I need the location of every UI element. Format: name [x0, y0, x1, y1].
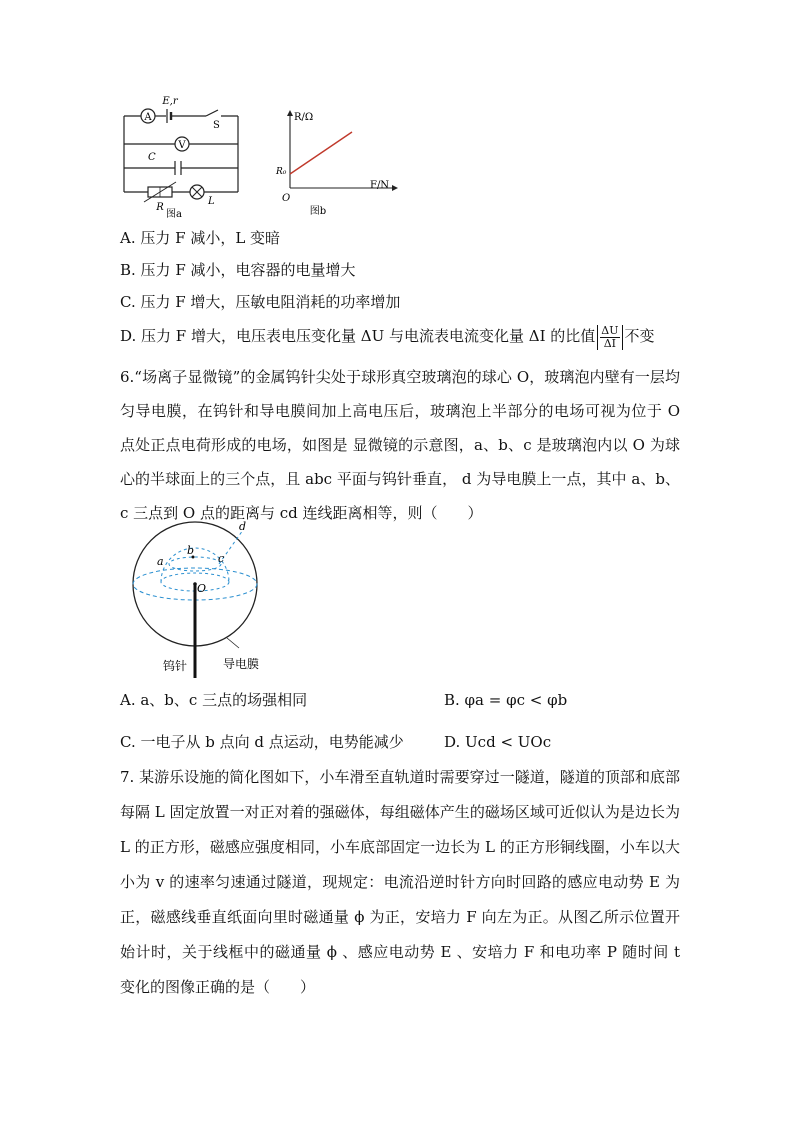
origin-label: O	[282, 193, 291, 204]
circuit-figure-a	[118, 92, 248, 222]
ammeter-label: A	[144, 112, 152, 123]
delta-ratio-fraction	[597, 325, 622, 350]
switch-label: S	[213, 120, 220, 131]
lamp-label: L	[208, 196, 215, 207]
fraction-denominator: ΔI	[603, 336, 617, 350]
fraction-numerator: ΔU	[601, 323, 619, 337]
q5-option-d	[120, 322, 655, 350]
r-f-line	[290, 132, 352, 174]
q5-option-d-end: 不变	[624, 327, 655, 345]
point-b-label: b	[187, 544, 195, 557]
point-c-label: c	[218, 552, 225, 565]
x-axis-label: F/N	[370, 180, 390, 191]
q6-option-b: B. φa = φc < φb	[444, 691, 568, 709]
voltmeter-label: V	[178, 140, 186, 151]
y-axis-label: R/Ω	[294, 112, 314, 123]
figure-a-caption: 图a	[166, 209, 182, 220]
figure-b-caption: 图b	[309, 206, 327, 217]
film-label: 导电膜	[223, 657, 260, 671]
resistor-label: R	[156, 202, 164, 213]
tungsten-label: 钨针	[163, 659, 188, 673]
capacitor-label: C	[148, 152, 156, 163]
sphere-figure	[115, 520, 275, 678]
q5-option-b: B. 压力 F 减小，电容器的电量增大	[120, 261, 356, 279]
point-d-label: d	[239, 520, 247, 533]
q6-option-c: C. 一电子从 b 点向 d 点运动，电势能减少	[120, 733, 404, 751]
q7-stem: 7. 某游乐设施的简化图如下，小车滑至直轨道时需要穿过一隧道，隧道的顶部和底部每隔 L 固定放置一对正对着的强磁体，每组磁体产生的磁场区域可近似认为是边长为 L 的正方形，磁感应强度相同，小车底部固定一边长为 L 的正方形铜线圈，小车以大小为 v 的速率匀速通过隧道，现规定：电流沿逆时针方向时回路的感应电动势 E 为正，磁感线垂直纸面向里时磁通量 ϕ 为正，安培力 F 向左为正。从图乙所示位置开始计时，关于线框中的磁通量 ϕ 、感应电动势 E 、安培力 F 和电功率 P 随时间 t 变化的图像正确的是（ ）	[120, 768, 680, 996]
graph-figure-b	[272, 104, 402, 222]
intercept-label: R₀	[276, 167, 287, 177]
q5-option-c: C. 压力 F 增大，压敏电阻消耗的功率增加	[120, 293, 401, 311]
q6-option-a: A. a、b、c 三点的场强相同	[120, 691, 308, 709]
point-o-label: O	[197, 582, 207, 595]
q5-option-d-text: D. 压力 F 增大，电压表电压变化量 ΔU 与电流表电流变化量 ΔI 的比值	[120, 327, 596, 345]
q6-stem: 6.“场离子显微镜”的金属钨针尖处于球形真空玻璃泡的球心 O，玻璃泡内壁有一层均匀导电膜，在钨针和导电膜间加上高电压后，玻璃泡上半部分的电场可视为位于 O 点处正点电荷形成的电场，如图是 显微镜的示意图，a、b、c 是玻璃泡内以 O 为球心的半球面上的三个点，且 abc 平面与钨针垂直， d 为导电膜上一点，其中 a、b、c 三点到 O 点的距离与 cd 连线距离相等，则（ ）	[120, 368, 680, 522]
q6-option-d: D. Ucd < UOc	[444, 733, 552, 751]
battery-label: E,r	[162, 96, 178, 107]
point-a-label: a	[157, 555, 164, 568]
q5-option-a: A. 压力 F 减小，L 变暗	[120, 229, 281, 247]
